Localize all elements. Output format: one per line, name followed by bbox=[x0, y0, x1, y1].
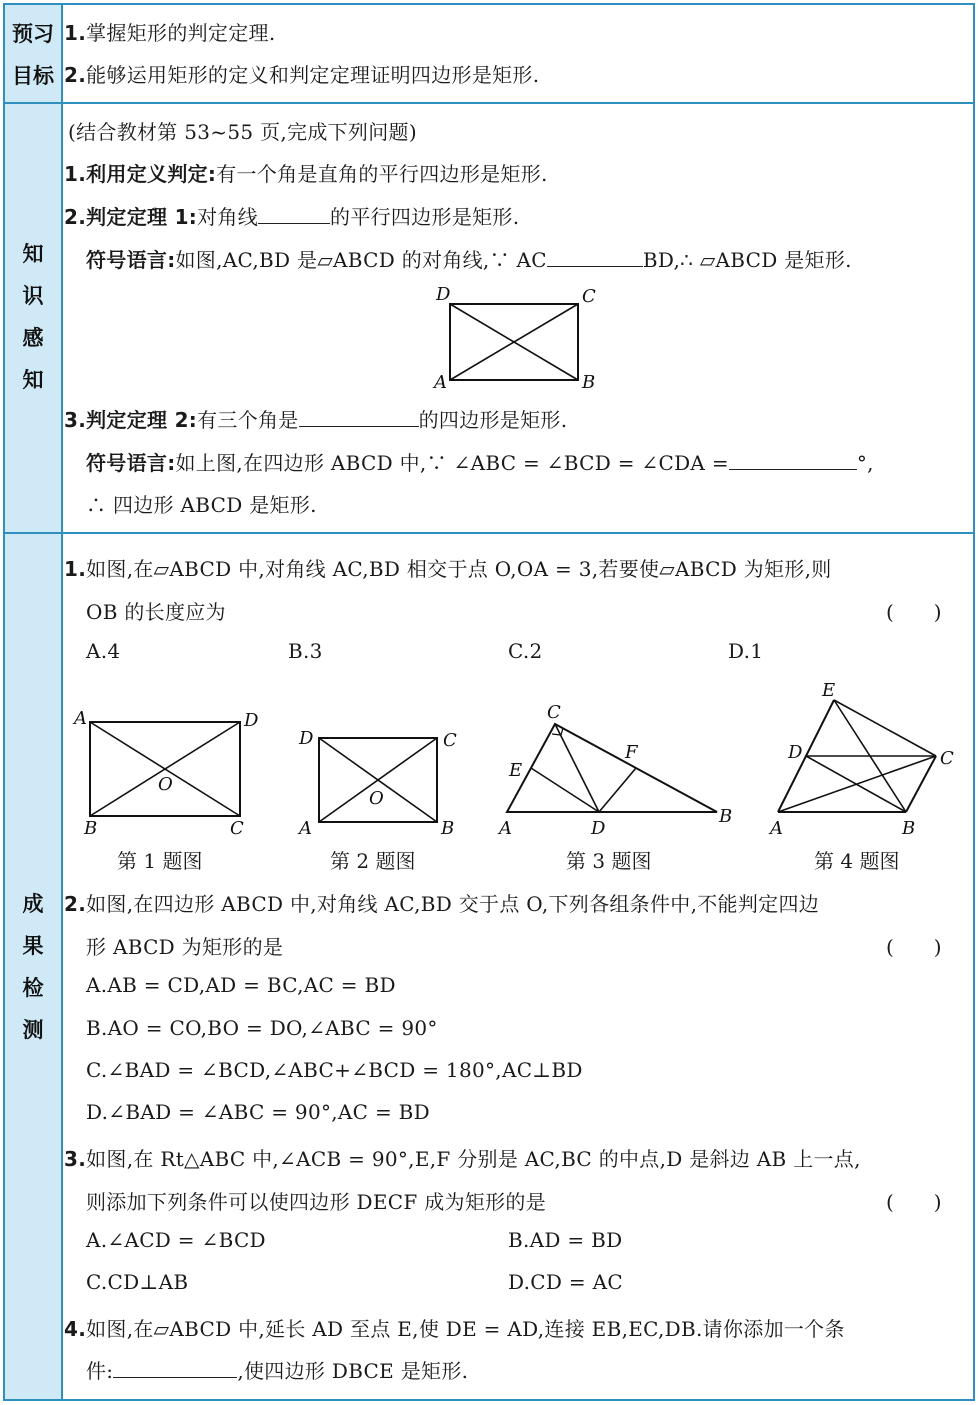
item-3-post: 的四边形是矩形. bbox=[418, 408, 568, 432]
answer-blank-4[interactable] bbox=[729, 451, 857, 470]
knowledge-symbol-2 bbox=[86, 447, 874, 476]
item-1-bold: 利用定义判定: bbox=[86, 162, 217, 186]
section-label-test-4: 测 bbox=[22, 1018, 44, 1042]
symbol-1-post: BD,∴ ▱ABCD 是矩形. bbox=[642, 248, 852, 272]
question-4-pre: 件: bbox=[86, 1359, 114, 1383]
q2-option-a[interactable]: A.AB = CD,AD = BC,AC = BD bbox=[86, 973, 396, 997]
section-label-knowledge-1: 知 bbox=[22, 242, 44, 266]
q3-option-a[interactable]: A.∠ACD = ∠BCD bbox=[86, 1228, 266, 1252]
f4-label-B: B bbox=[902, 818, 916, 839]
symbol-2-bold: 符号语言: bbox=[86, 451, 176, 475]
item-2-post: 的平行四边形是矩形. bbox=[330, 205, 520, 229]
item-3-bold: 判定定理 2: bbox=[86, 408, 198, 432]
goal-1-text: 掌握矩形的判定定理. bbox=[86, 21, 276, 45]
figure-q1-caption: 第 1 题图 bbox=[117, 849, 203, 873]
f1-label-B: B bbox=[84, 818, 98, 838]
figure-q3 bbox=[495, 700, 745, 840]
divider-knowledge bbox=[5, 532, 973, 534]
question-2-text-1: 如图,在四边形 ABCD 中,对角线 AC,BD 交于点 O,下列各组条件中,不能判定四边 bbox=[86, 892, 820, 916]
f1-label-D: D bbox=[244, 710, 259, 731]
figure-q4-caption: 第 4 题图 bbox=[814, 849, 900, 873]
q1-option-d[interactable]: D.1 bbox=[728, 639, 764, 663]
item-3-pre: 有三个角是 bbox=[197, 408, 299, 432]
q2-option-b[interactable]: B.AO = CO,BO = DO,∠ABC = 90° bbox=[86, 1016, 438, 1040]
goal-2 bbox=[64, 59, 539, 88]
question-1-answer-paren[interactable]: ( ) bbox=[886, 600, 942, 624]
f3-label-B: B bbox=[719, 806, 733, 827]
answer-blank-5[interactable] bbox=[113, 1359, 237, 1378]
item-3-number: 3. bbox=[64, 408, 87, 432]
f2-label-D: D bbox=[299, 728, 314, 749]
figure-q1 bbox=[70, 708, 270, 838]
item-1-text: 有一个角是直角的平行四边形是矩形. bbox=[216, 162, 548, 186]
section-label-knowledge-2: 识 bbox=[22, 284, 44, 308]
question-3-answer-paren[interactable]: ( ) bbox=[886, 1190, 942, 1214]
question-1-number: 1. bbox=[64, 557, 87, 581]
question-3-text-1: 如图,在 Rt△ABC 中,∠ACB = 90°,E,F 分别是 AC,BC 的中点,D 是斜边 AB 上一点, bbox=[86, 1147, 861, 1171]
question-4-number: 4. bbox=[64, 1317, 87, 1341]
item-1-number: 1. bbox=[64, 162, 87, 186]
f3-label-E: E bbox=[509, 760, 523, 781]
question-2-line-1 bbox=[64, 888, 819, 917]
symbol-1-pre: 如图,AC,BD 是▱ABCD 的对角线,∵ AC bbox=[175, 248, 547, 272]
f2-label-B: B bbox=[441, 818, 455, 838]
knowledge-item-3 bbox=[64, 404, 567, 433]
question-3-line-2: 则添加下列条件可以使四边形 DECF 成为矩形的是 bbox=[86, 1190, 547, 1214]
section-label-column bbox=[5, 5, 63, 1399]
q3-option-d[interactable]: D.CD = AC bbox=[508, 1270, 623, 1294]
figure-q3-caption: 第 3 题图 bbox=[566, 849, 652, 873]
f3-label-A: A bbox=[499, 818, 512, 839]
question-3-line-1 bbox=[64, 1143, 861, 1172]
f1-label-C: C bbox=[230, 818, 244, 838]
section-label-goals-2: 目标 bbox=[12, 64, 54, 88]
f2-label-A: A bbox=[299, 818, 312, 838]
goal-1 bbox=[64, 17, 275, 46]
symbol-1-bold: 符号语言: bbox=[86, 248, 176, 272]
section-label-test-3: 检 bbox=[22, 976, 44, 1000]
q1-option-b[interactable]: B.3 bbox=[288, 639, 323, 663]
section-label-test-1: 成 bbox=[22, 892, 44, 916]
knowledge-item-1 bbox=[64, 158, 548, 187]
question-2-line-2: 形 ABCD 为矩形的是 bbox=[86, 935, 284, 959]
f3-label-C: C bbox=[547, 702, 561, 723]
question-2-number: 2. bbox=[64, 892, 87, 916]
answer-blank-3[interactable] bbox=[299, 408, 419, 427]
q3-option-b[interactable]: B.AD = BD bbox=[508, 1228, 623, 1252]
knowledge-item-2 bbox=[64, 201, 519, 230]
q3-option-c[interactable]: C.CD⊥AB bbox=[86, 1270, 189, 1294]
question-1-line-1 bbox=[64, 553, 832, 582]
knowledge-symbol-1 bbox=[86, 244, 852, 273]
question-4-line-2 bbox=[86, 1355, 468, 1384]
f1-label-O: O bbox=[158, 774, 173, 795]
f4-label-C: C bbox=[940, 748, 954, 769]
symbol-2-post: °, bbox=[856, 451, 874, 475]
q2-option-c[interactable]: C.∠BAD = ∠BCD,∠ABC+∠BCD = 180°,AC⊥BD bbox=[86, 1058, 583, 1082]
figure-q4 bbox=[764, 678, 964, 840]
figure-rectangle-abcd bbox=[428, 282, 608, 392]
question-4-line-1 bbox=[64, 1313, 845, 1342]
f2-label-O: O bbox=[369, 788, 384, 809]
f3-label-D: D bbox=[591, 818, 606, 839]
question-3-number: 3. bbox=[64, 1147, 87, 1171]
label-C: C bbox=[582, 286, 596, 307]
q1-option-c[interactable]: C.2 bbox=[508, 639, 543, 663]
symbol-2-pre: 如上图,在四边形 ABCD 中,∵ ∠ABC = ∠BCD = ∠CDA = bbox=[175, 451, 729, 475]
section-label-knowledge-4: 知 bbox=[22, 368, 44, 392]
f2-label-C: C bbox=[443, 730, 457, 751]
label-D: D bbox=[436, 284, 451, 305]
answer-blank-2[interactable] bbox=[547, 248, 643, 267]
item-2-number: 2. bbox=[64, 205, 87, 229]
goal-2-number: 2. bbox=[64, 63, 87, 87]
q1-option-a[interactable]: A.4 bbox=[86, 639, 121, 663]
goal-2-text: 能够运用矩形的定义和判定定理证明四边形是矩形. bbox=[86, 63, 540, 87]
f4-label-E: E bbox=[822, 680, 836, 701]
knowledge-intro: (结合教材第 53~55 页,完成下列问题) bbox=[68, 120, 417, 144]
f1-label-A: A bbox=[74, 708, 87, 729]
f3-label-F: F bbox=[625, 742, 638, 763]
section-label-knowledge-3: 感 bbox=[22, 326, 44, 350]
divider-goals bbox=[5, 102, 973, 104]
goal-1-number: 1. bbox=[64, 21, 87, 45]
section-label-goals-1: 预习 bbox=[12, 22, 54, 46]
answer-blank-1[interactable] bbox=[258, 205, 330, 224]
f4-label-A: A bbox=[770, 818, 783, 839]
f4-label-D: D bbox=[788, 742, 803, 763]
q2-option-d[interactable]: D.∠BAD = ∠ABC = 90°,AC = BD bbox=[86, 1100, 430, 1124]
question-4-post: ,使四边形 DBCE 是矩形. bbox=[237, 1359, 469, 1383]
label-B: B bbox=[582, 372, 596, 392]
figure-q2-caption: 第 2 题图 bbox=[330, 849, 416, 873]
item-2-bold: 判定定理 1: bbox=[86, 205, 198, 229]
figure-q2 bbox=[295, 724, 475, 838]
knowledge-conclusion: ∴ 四边形 ABCD 是矩形. bbox=[86, 493, 317, 517]
section-label-test-2: 果 bbox=[22, 934, 44, 958]
item-2-pre: 对角线 bbox=[197, 205, 259, 229]
question-4-text-1: 如图,在▱ABCD 中,延长 AD 至点 E,使 DE = AD,连接 EB,EC,DB.请你添加一个条 bbox=[86, 1317, 845, 1341]
question-1-text-1: 如图,在▱ABCD 中,对角线 AC,BD 相交于点 O,OA = 3,若要使▱ABCD 为矩形,则 bbox=[86, 557, 832, 581]
question-2-answer-paren[interactable]: ( ) bbox=[886, 935, 942, 959]
label-A: A bbox=[434, 372, 447, 392]
question-1-line-2: OB 的长度应为 bbox=[86, 600, 226, 624]
